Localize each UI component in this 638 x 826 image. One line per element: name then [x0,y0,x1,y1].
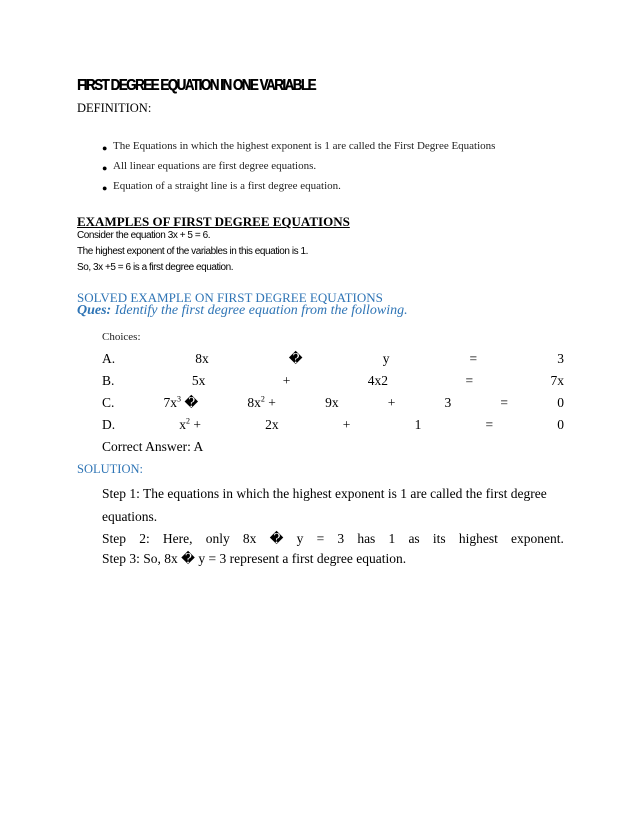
solved-example-heading: SOLVED EXAMPLE ON FIRST DEGREE EQUATIONS [77,290,383,305]
step-2 [102,531,564,547]
exponent: 2 [186,416,191,426]
example-line: The highest exponent of the variables in this equation is 1. [77,246,308,257]
word: 2: [139,531,150,546]
base: x [179,417,187,432]
operator: + [193,417,202,432]
word: 1 [388,531,396,546]
definition-label: DEFINITION: [77,101,152,115]
exponent: 2 [260,394,265,404]
unknown-symbol: � [184,395,199,410]
term: 1 [414,417,422,432]
bullet-text: All linear equations are first degree equations. [113,160,317,172]
term: 0 [557,395,564,410]
step-1-line-1: Step 1: The equations in which the highest exponent is 1 are called the first degree [102,486,547,501]
choice-d [102,417,564,433]
base: 8x [247,395,261,410]
bullet-icon: ● [102,163,108,173]
step-1-line-2: equations. [102,509,158,524]
solution-label: SOLUTION: [77,462,143,476]
word: only [205,531,230,546]
word: its [432,531,446,546]
bullet-icon: ● [102,143,108,153]
unknown-symbol: � [269,531,284,546]
equals: = [500,395,509,410]
choice-label: B. [102,373,115,388]
term: 8x [195,351,209,366]
question [77,303,408,319]
equals: = [465,373,474,388]
word: has [357,531,376,546]
word: Step [102,531,127,546]
operator: + [282,373,291,388]
term: 9x [325,395,339,410]
question-label: Ques: [77,303,112,318]
term: 4x2 [367,373,389,388]
term: 0 [557,417,564,432]
operator: + [342,417,351,432]
term: 3 [444,395,452,410]
term [164,395,199,411]
word: highest [458,531,498,546]
choice-a [102,351,564,367]
operator: + [268,395,276,410]
word: 8x [242,531,257,546]
term: 7x [550,373,564,388]
term: 5x [191,373,206,388]
correct-answer: Correct Answer: A [102,439,204,454]
term: y [382,351,390,366]
choice-label: C. [102,395,115,410]
term: 3 [557,351,564,366]
exponent: 3 [177,394,182,404]
term [179,417,201,433]
choices-label: Choices: [102,331,141,343]
word: 3 [337,531,345,546]
word: Here, [162,531,193,546]
example-line: Consider the equation 3x + 5 = 6. [77,230,211,241]
choice-c [102,395,564,411]
equals: = [485,417,494,432]
operator: + [387,395,396,410]
step-3: Step 3: So, 8x � y = 3 represent a first degree equation. [102,551,407,566]
question-text: Identify the first degree equation from the following. [114,303,408,318]
word: y [296,531,304,546]
word: as [408,531,420,546]
choice-label: A. [102,351,116,366]
term [247,395,276,411]
bullet-icon: ● [102,183,108,193]
examples-heading: EXAMPLES OF FIRST DEGREE EQUATIONS [77,214,350,229]
choice-b [102,373,564,389]
base: 7x [163,395,178,410]
choice-label: D. [102,417,116,432]
page-title: FIRST DEGREE EQUATION IN ONE VARIABLE [77,77,315,94]
term: 2x [265,417,279,432]
word: exponent. [511,531,564,546]
bullet-text: The Equations in which the highest exponent is 1 are called the First Degree Equations [113,140,496,152]
bullet-text: Equation of a straight line is a first degree equation. [113,180,341,192]
equals: = [469,351,478,366]
unknown-symbol: � [288,351,303,366]
example-line: So, 3x +5 = 6 is a first degree equation. [77,262,234,273]
word: = [316,531,325,546]
